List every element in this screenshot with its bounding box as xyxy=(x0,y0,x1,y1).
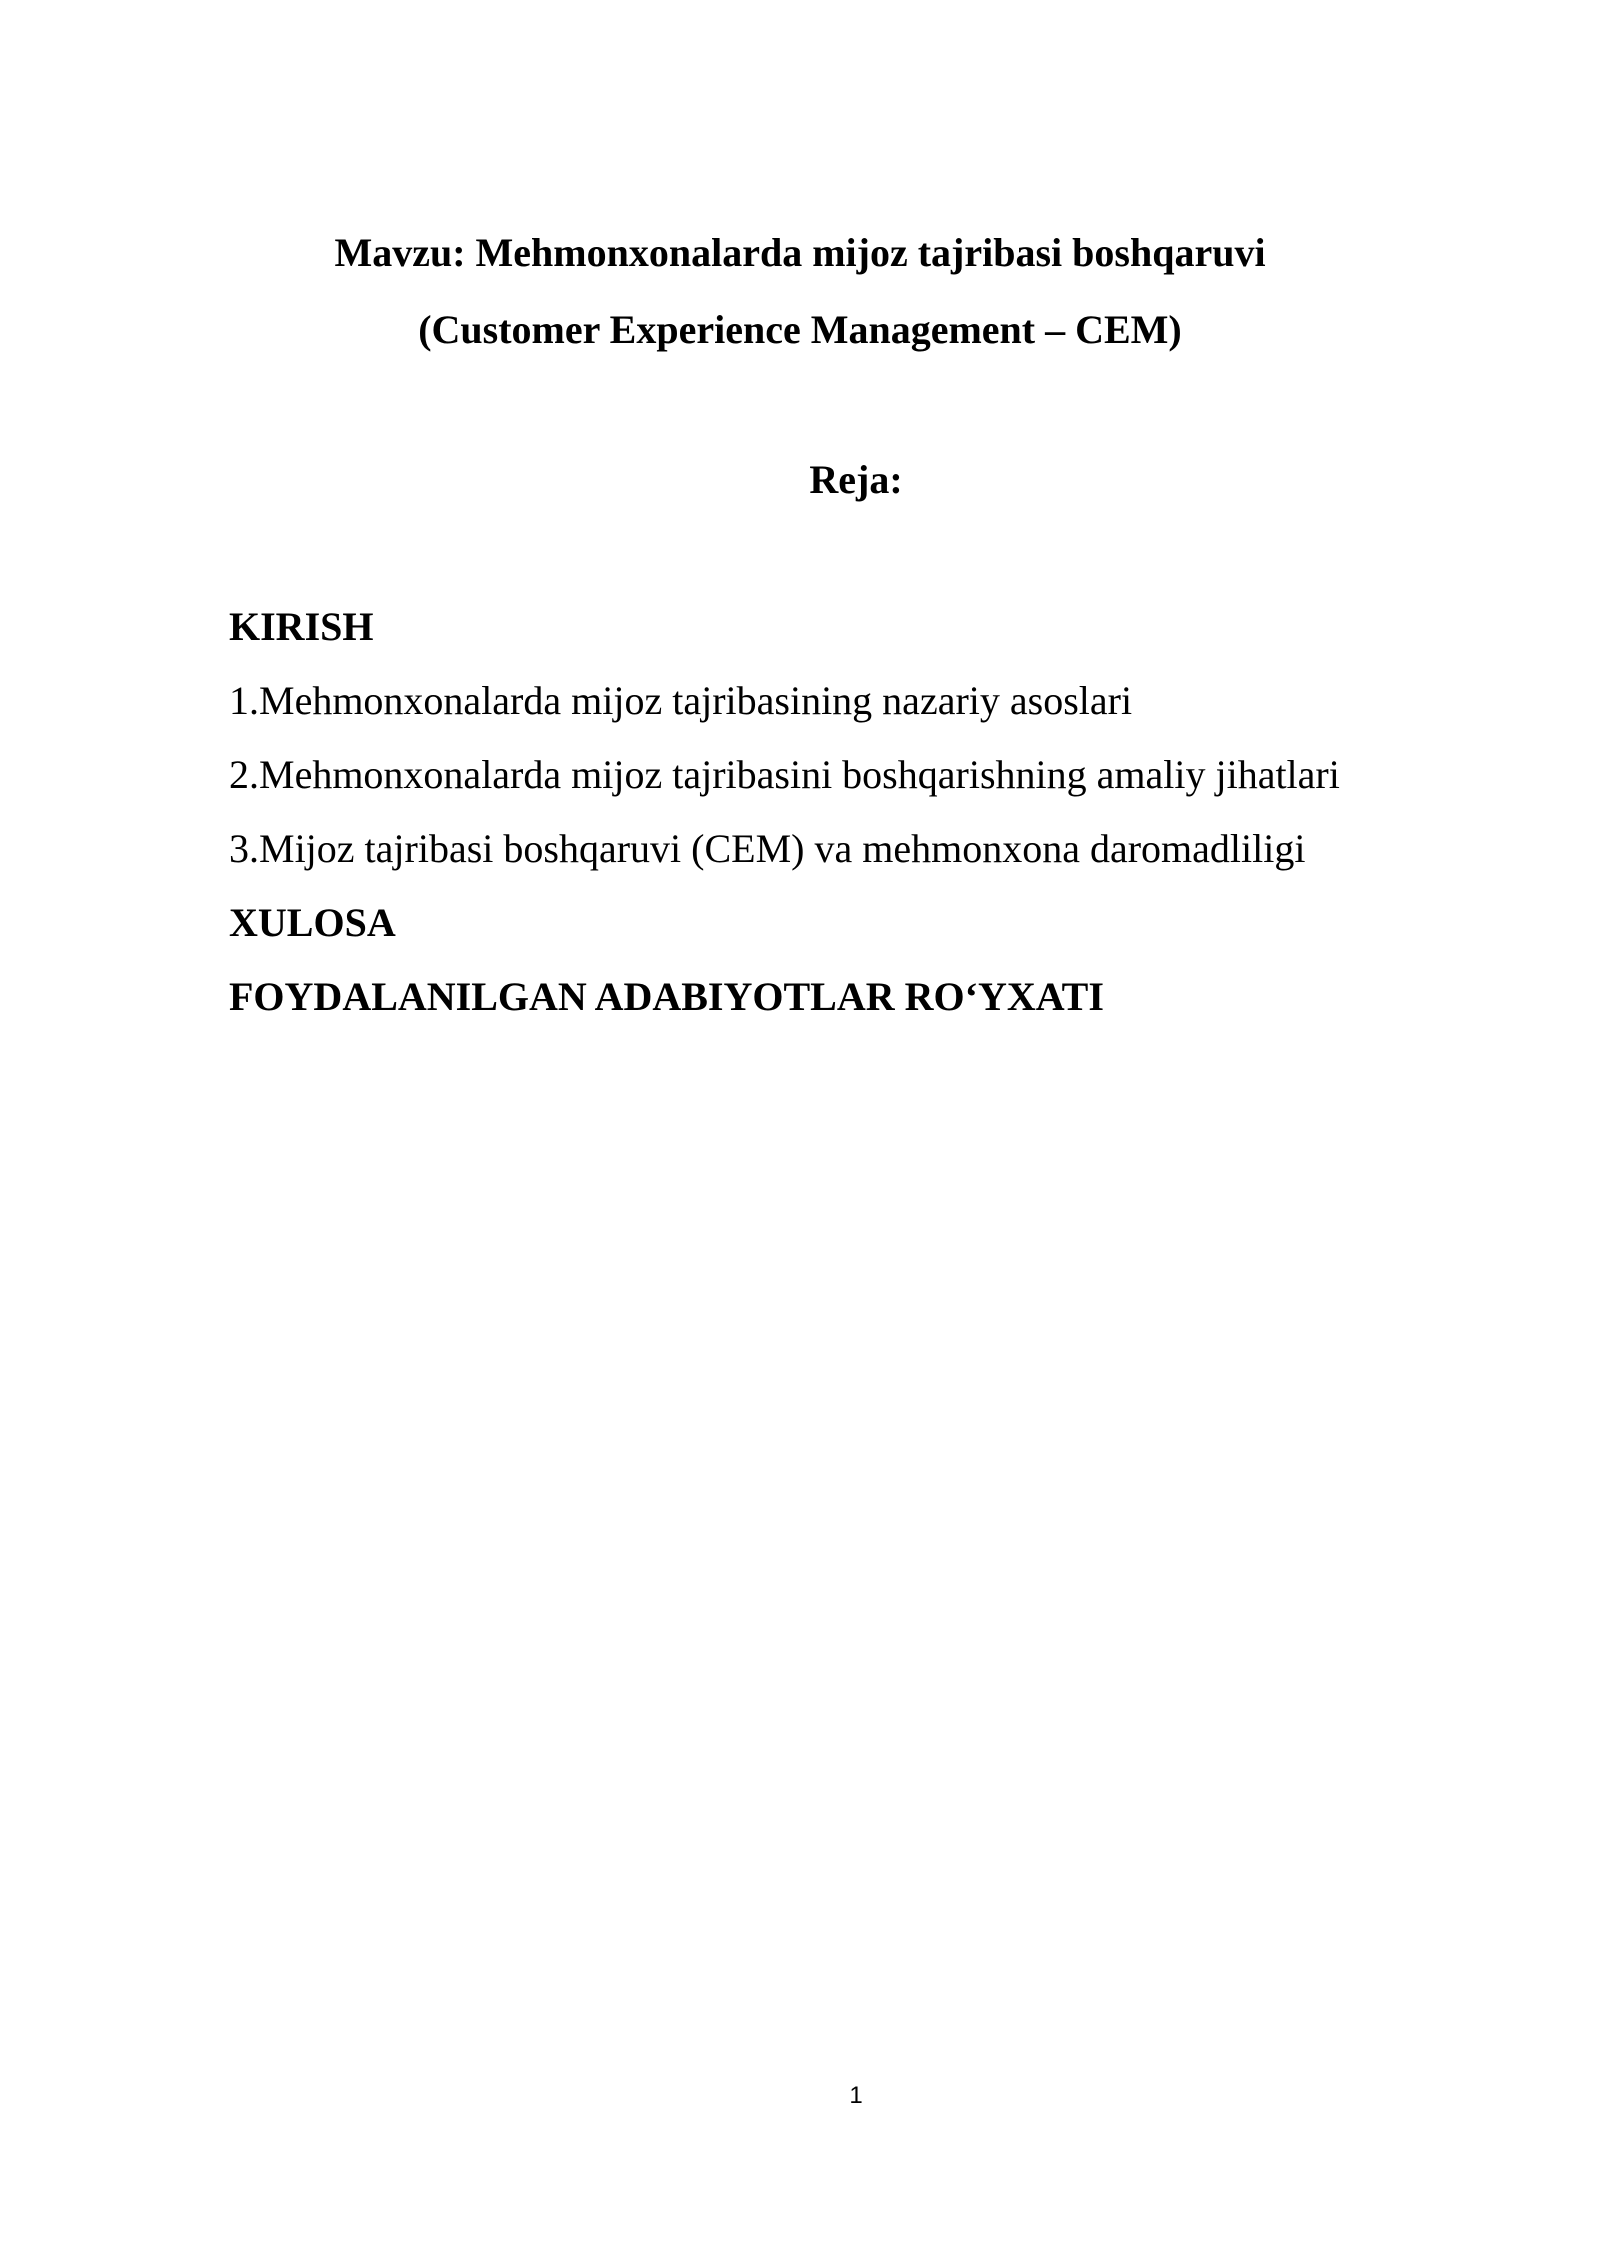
title-line-subtitle: (Customer Experience Management – CEM) xyxy=(418,307,1182,352)
outline-item-chapter-2: 2.Mehmonxonalarda mijoz tajribasini boshqarishning amaliy jihatlari xyxy=(229,752,1340,797)
outline-item-conclusion: XULOSA xyxy=(229,900,396,945)
outline-item-references: FOYDALANILGAN ADABIYOTLAR RO‘YXATI xyxy=(229,974,1104,1019)
outline-item-chapter-1: 1.Mehmonxonalarda mijoz tajribasining nazariy asoslari xyxy=(229,678,1133,723)
outline-item-introduction: KIRISH xyxy=(229,604,374,649)
plan-outline xyxy=(229,590,1340,1034)
outline-item-chapter-3: 3.Mijoz tajribasi boshqaruvi (CEM) va mehmonxona daromadliligi xyxy=(229,826,1306,871)
plan-heading: Reja: xyxy=(809,457,903,502)
page-number: 1 xyxy=(849,2082,863,2109)
title-line-topic: Mavzu: Mehmonxonalarda mijoz tajribasi boshqaruvi xyxy=(334,230,1266,275)
